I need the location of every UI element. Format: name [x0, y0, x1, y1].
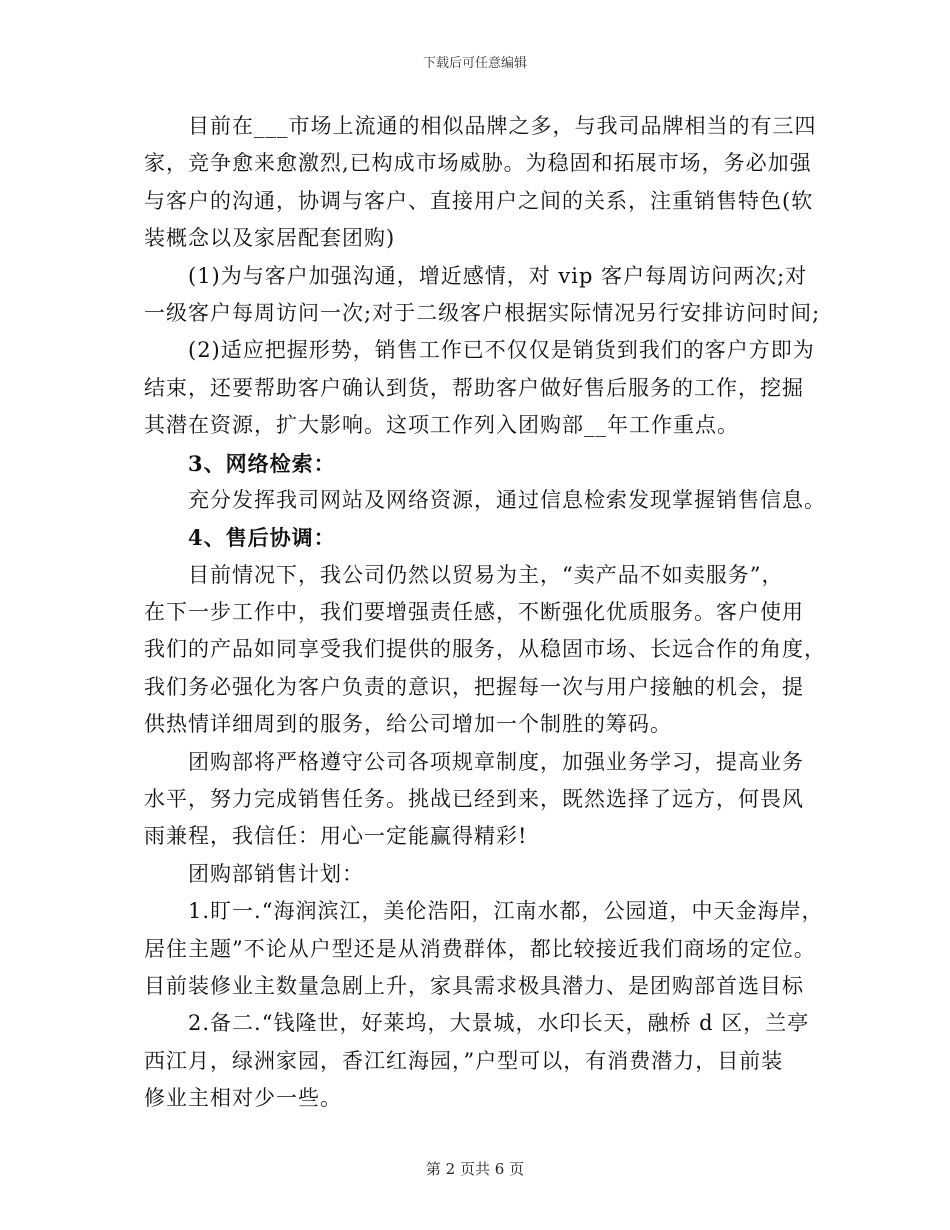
- paragraph-line: 在下一步工作中，我们要增强责任感，不断强化优质服务。客户使用: [144, 600, 804, 625]
- section-heading: 4、售后协调：: [188, 525, 336, 551]
- paragraph-line: (1)为与客户加强沟通，增近感情，对 vip 客户每周访问两次;对: [188, 263, 808, 288]
- paragraph-line: 与客户的沟通，协调与客户、直接用户之间的关系，注重销售特色(软: [144, 188, 814, 213]
- paragraph-line: 充分发挥我司网站及网络资源，通过信息检索发现掌握销售信息。: [188, 487, 826, 512]
- paragraph-line: 结束，还要帮助客户确认到货，帮助客户做好售后服务的工作，挖掘: [144, 375, 804, 400]
- paragraph-line: 团购部将严格遵守公司各项规章制度，加强业务学习，提高业务: [188, 749, 804, 774]
- paragraph-line: 目前装修业主数量急剧上升，家具需求极具潜力、是团购部首选目标: [144, 973, 804, 998]
- paragraph-line: 我们的产品如同享受我们提供的服务，从稳固市场、长远合作的角度，: [144, 637, 826, 662]
- section-heading: 3、网络检索：: [188, 450, 336, 476]
- paragraph-line: 一级客户每周访问一次;对于二级客户根据实际情况另行安排访问时间;: [144, 300, 821, 325]
- paragraph-line: 修业主相对少一些。: [144, 1086, 342, 1111]
- paragraph-line: 居住主题”不论从户型还是从消费群体，都比较接近我们商场的定位。: [144, 936, 816, 961]
- paragraph-line: 水平，努力完成销售任务。挑战已经到来，既然选择了远方，何畏风: [144, 787, 804, 812]
- paragraph-line: 目前情况下，我公司仍然以贸易为主，“卖产品不如卖服务”，: [188, 562, 784, 587]
- paragraph-line: (2)适应把握形势，销售工作已不仅仅是销货到我们的客户方即为: [188, 338, 815, 363]
- page-header: 下载后可任意编辑: [422, 56, 527, 71]
- paragraph-line: 西江月，绿洲家园，香江红海园，”户型可以，有消费潜力，目前装: [144, 1048, 784, 1073]
- paragraph-line: 雨兼程，我信任：用心一定能赢得精彩!: [144, 824, 528, 849]
- document-body: [144, 108, 824, 1118]
- paragraph-line: 1.盯一.“海润滨江，美伦浩阳，江南水都，公园道，中天金海岸，: [188, 899, 824, 924]
- paragraph-line: 2.备二.“钱隆世，好莱坞，大景城，水印长天，融桥 d 区，兰亭: [188, 1011, 810, 1036]
- paragraph-line: 目前在___市场上流通的相似品牌之多，与我司品牌相当的有三四: [188, 114, 817, 138]
- paragraph-line: 我们务必强化为客户负责的意识，把握每一次与用户接触的机会，提: [144, 674, 804, 699]
- paragraph-line: 供热情详细周到的服务，给公司增加一个制胜的筹码。: [144, 712, 672, 737]
- paragraph-line: 装概念以及家居配套团购): [144, 226, 396, 251]
- paragraph-line: 团购部销售计划：: [188, 861, 364, 886]
- paragraph-line: 家，竞争愈来愈激烈,已构成市场威胁。为稳固和拓展市场，务必加强: [144, 151, 812, 176]
- paragraph-line: 其潜在资源，扩大影响。这项工作列入团购部__年工作重点。: [144, 413, 739, 438]
- page-footer: 第 2 页共 6 页: [425, 1160, 525, 1178]
